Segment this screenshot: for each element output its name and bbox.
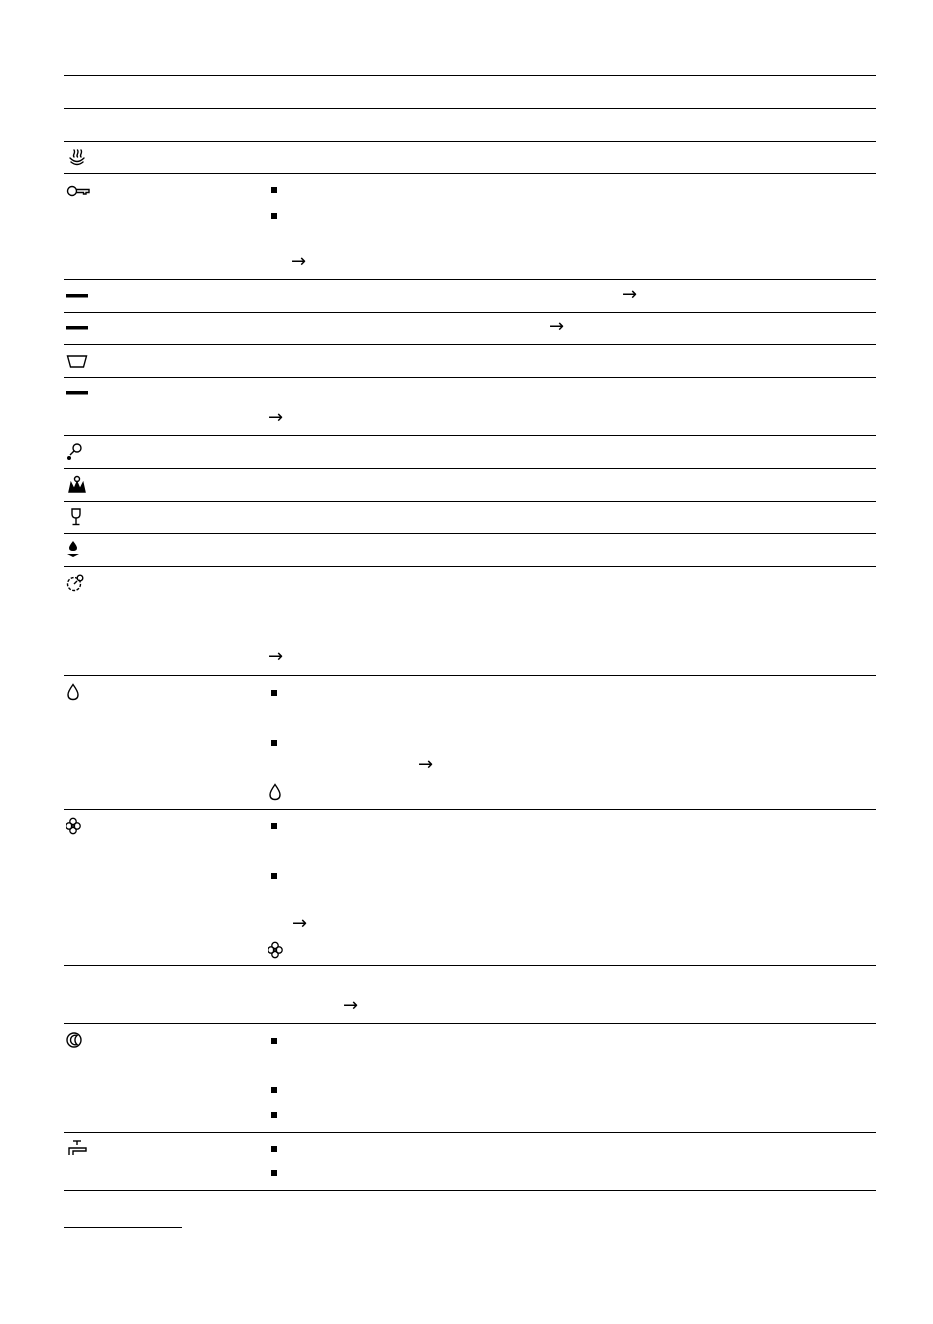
water-drop-icon [66,683,88,701]
row-divider [64,1023,876,1024]
list-bullet [271,1087,277,1093]
basin-icon [66,352,88,370]
row-divider [64,809,876,810]
list-bullet [271,740,277,746]
table-top-rule [64,75,876,76]
row-divider [64,141,876,142]
row-divider [64,1132,876,1133]
table-header-rule [64,108,876,109]
list-bullet [271,213,277,219]
list-bullet [271,1170,277,1176]
row-divider [64,468,876,469]
list-bullet [271,187,277,193]
list-bullet [271,1038,277,1044]
row-divider [64,435,876,436]
key-icon [66,182,91,200]
reference-arrow [549,318,564,336]
list-bullet [271,823,277,829]
list-bullet [271,1146,277,1152]
footnote-rule [64,1227,182,1228]
list-bullet [271,1112,277,1118]
wine-glass-icon [66,508,88,526]
reference-arrow [622,286,637,304]
row-divider [64,279,876,280]
flower-icon [268,941,290,959]
clock-icon [66,574,88,592]
list-bullet [271,690,277,696]
reference-arrow [291,253,306,271]
row-divider [64,173,876,174]
list-bullet [271,873,277,879]
wrench-drop-icon [66,442,88,460]
water-drop-icon [268,783,290,801]
dash-icon [66,384,88,402]
dash-icon [66,319,88,337]
row-divider [64,312,876,313]
reference-arrow [268,648,283,666]
row-divider [64,377,876,378]
reference-arrow [343,997,358,1015]
table-bottom-rule [64,1190,876,1191]
drop-on-surface-icon [66,540,88,558]
moon-icon [66,1031,88,1049]
row-divider [64,566,876,567]
row-divider [64,675,876,676]
tap-icon [66,1139,88,1157]
row-divider [64,344,876,345]
reference-arrow [268,409,283,427]
steam-icon [66,148,88,166]
row-divider [64,533,876,534]
grass-icon [66,475,88,493]
flower-icon [66,817,88,835]
row-divider [64,501,876,502]
reference-arrow [292,915,307,933]
dash-icon [66,287,88,305]
reference-arrow [418,756,433,774]
row-divider [64,965,876,966]
